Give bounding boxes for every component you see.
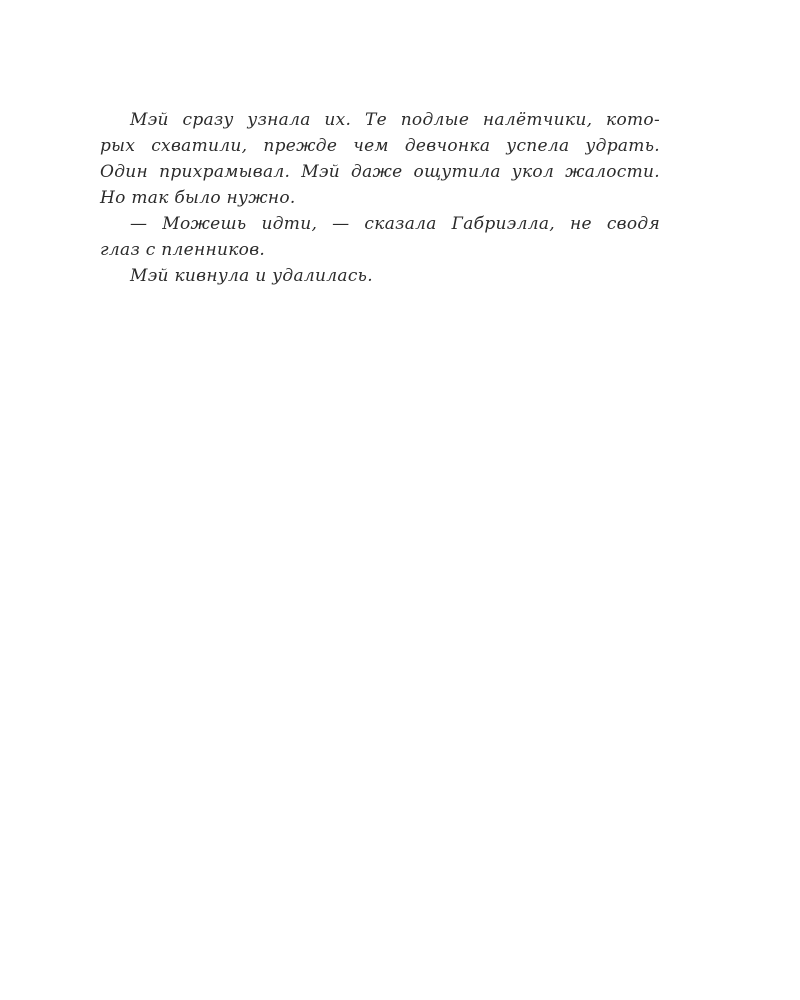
text-line: — Можешь идти, — сказала Габриэлла, не сводя: [130, 214, 660, 234]
text-line: Мэй сразу узнала их. Те подлые налётчики, кото-: [130, 110, 660, 130]
text-line: Мэй кивнула и удалилась.: [130, 266, 373, 286]
text-line: глаз с пленников.: [100, 240, 266, 260]
text-line: рых схватили, прежде чем девчонка успела удрать.: [100, 136, 660, 156]
text-line: Но так было нужно.: [100, 188, 296, 208]
body-text: [100, 107, 660, 289]
text-line: Один прихрамывал. Мэй даже ощутила укол жалости.: [100, 162, 660, 182]
